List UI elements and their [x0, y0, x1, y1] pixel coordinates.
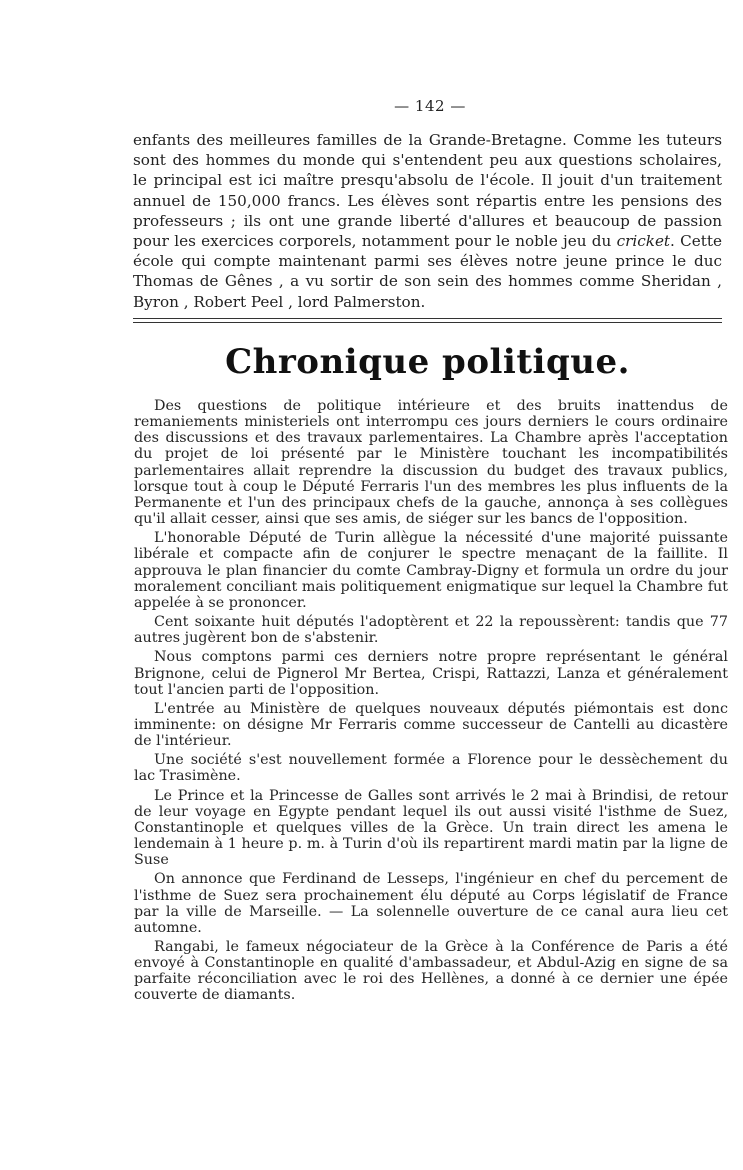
page-number: — 142 — — [394, 97, 466, 115]
section-divider — [133, 322, 722, 323]
paragraph: Le Prince et la Princesse de Galles sont arrivés le 2 mai à Brindisi, de retour de leur voyage en Egypte pendant lequel ils out aussi visité l'isthme de Suez, Constantinople et quelques villes de la Grèce. Un train direct les amena le lendemain à 1 heure p. m. à Turin d'où ils repartirent mardi matin par la ligne de Suse — [134, 787, 728, 869]
paragraph: Rangabi, le fameux négociateur de la Grèce à la Conférence de Paris a été envoyé à Constantinople en qualité d'ambassadeur, et Abdul-Azig en signe de sa parfaite réconciliation avec le roi des Hellènes, a donné à ce dernier une épée couverte de diamants. — [134, 939, 728, 1004]
paragraph-text: . Cette école qui compte maintenant parmi ses élèves notre jeune prince le duc Thomas de Gênes , a vu sortir de son sein des hommes comme Sheridan , Byron , Robert Peel , lord Palmerston. — [133, 232, 722, 311]
section-divider — [133, 318, 722, 319]
paragraph: On annonce que Ferdinand de Lesseps, l'ingénieur en chef du percement de l'isthme de Suez sera prochainement élu député au Corps législatif de France par la ville de Marseille. — La solennelle ouverture de ce canal aura lieu cet automne. — [134, 871, 728, 936]
section-heading: Chronique politique. — [225, 342, 630, 382]
paragraph: Une société s'est nouvellement formée a Florence pour le dessèchement du lac Trasimène. — [134, 752, 728, 785]
paragraph: Nous comptons parmi ces derniers notre propre représentant le général Brignone, celui de Pignerol Mr Bertea, Crispi, Rattazzi, Lanza et généralement tout l'ancien parti de l'opposition. — [134, 649, 728, 698]
italic-term: cricket — [616, 232, 671, 251]
continued-article — [133, 130, 722, 312]
chronicle-body — [134, 398, 728, 1007]
paragraph: L'entrée au Ministère de quelques nouveaux députés piémontais est donc imminente: on désigne Mr Ferraris comme successeur de Cantelli au dicastère de l'intérieur. — [134, 700, 728, 750]
paragraph: L'honorable Député de Turin allègue la nécessité d'une majorité puissante libérale et compacte afin de conjurer le spectre menaçant de la faillite. Il approuva le plan financier du comte Cambray-Digny et formula un ordre du jour moralement conciliant mais politiquement enigmatique sur lequel la Chambre fut appelée à se prononcer. — [134, 530, 728, 611]
paragraph-text: enfants des meilleures familles de la Grande-Bretagne. Comme les tuteurs sont des hommes du monde qui s'entendent peu aux questions scholaires, le principal est ici maître presqu'absolu de l'école. Il jouit d'un traitement annuel de 150,000 francs. Les élèves sont répartis entre les pensions des professeurs ; ils ont une grande liberté d'allures et beaucoup de passion pour les exercices corporels, notamment pour le noble jeu du — [133, 131, 722, 251]
paragraph — [133, 130, 722, 312]
paragraph: Des questions de politique intérieure et des bruits inattendus de remaniements ministeriels ont interrompu ces jours derniers le cours ordinaire des discussions et des travaux parlementaires. La Chambre après l'acceptation du projet de loi présenté par le Ministère touchant les incompatibilités parlementaires allait reprendre la discussion du budget des travaux publics, lorsque tout à coup le Député Ferraris l'un des membres les plus influents de la Permanente et l'un des principaux chefs de la gauche, annonça à ses collègues qu'il allait cesser, ainsi que ses amis, de siéger sur les bancs de l'opposition. — [134, 398, 728, 528]
paragraph: Cent soixante huit députés l'adoptèrent et 22 la repoussèrent: tandis que 77 autres jugèrent bon de s'abstenir. — [134, 614, 728, 647]
